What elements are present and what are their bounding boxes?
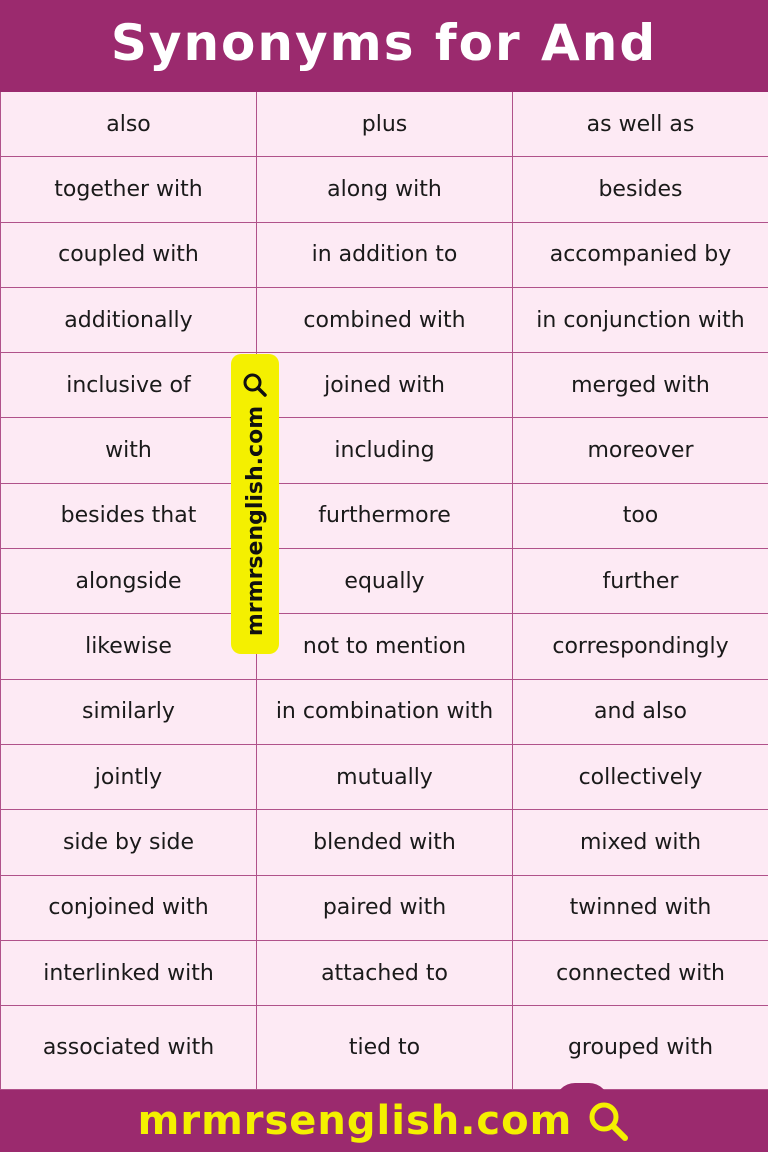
table-cell: correspondingly (513, 614, 768, 679)
table-cell: and also (513, 680, 768, 745)
page-footer (0, 1090, 768, 1152)
table-cell: attached to (257, 941, 513, 1006)
table-cell: together with (1, 157, 257, 222)
table-cell: in addition to (257, 223, 513, 288)
table-cell: conjoined with (1, 876, 257, 941)
table-cell: collectively (513, 745, 768, 810)
table-cell: in conjunction with (513, 288, 768, 353)
table-cell: mutually (257, 745, 513, 810)
table-cell: including (257, 418, 513, 483)
table-cell: likewise (1, 614, 257, 679)
page-title: Synonyms for And (110, 14, 658, 72)
table-cell: in combination with (257, 680, 513, 745)
table-cell: grouped with (513, 1006, 768, 1090)
table-cell: not to mention (257, 614, 513, 679)
search-icon (242, 372, 268, 398)
table-cell: accompanied by (513, 223, 768, 288)
table-cell: inclusive of (1, 353, 257, 418)
search-icon (586, 1099, 630, 1143)
table-cell: jointly (1, 745, 257, 810)
footer-website: mrmrsenglish.com (137, 1098, 573, 1144)
table-cell: besides (513, 157, 768, 222)
table-cell: mixed with (513, 810, 768, 875)
table-cell: joined with (257, 353, 513, 418)
watermark-text: mrmrsenglish.com (242, 405, 268, 637)
table-cell: associated with (1, 1006, 257, 1090)
table-cell: twinned with (513, 876, 768, 941)
table-cell: along with (257, 157, 513, 222)
table-cell: side by side (1, 810, 257, 875)
table-cell: equally (257, 549, 513, 614)
table-cell: with (1, 418, 257, 483)
table-cell: further (513, 549, 768, 614)
table-cell: coupled with (1, 223, 257, 288)
synonyms-table (0, 92, 768, 1090)
watermark-badge (231, 354, 279, 654)
table-cell: blended with (257, 810, 513, 875)
table-cell: tied to (257, 1006, 513, 1090)
table-cell: besides that (1, 484, 257, 549)
table-cell: alongside (1, 549, 257, 614)
table-cell: plus (257, 92, 513, 157)
table-cell: also (1, 92, 257, 157)
table-cell: similarly (1, 680, 257, 745)
table-cell: merged with (513, 353, 768, 418)
page-header (0, 0, 768, 92)
table-cell: moreover (513, 418, 768, 483)
table-cell: additionally (1, 288, 257, 353)
table-cell: as well as (513, 92, 768, 157)
table-cell: connected with (513, 941, 768, 1006)
table-cell: interlinked with (1, 941, 257, 1006)
table-cell: paired with (257, 876, 513, 941)
table-cell: furthermore (257, 484, 513, 549)
table-cell: too (513, 484, 768, 549)
table-cell: combined with (257, 288, 513, 353)
